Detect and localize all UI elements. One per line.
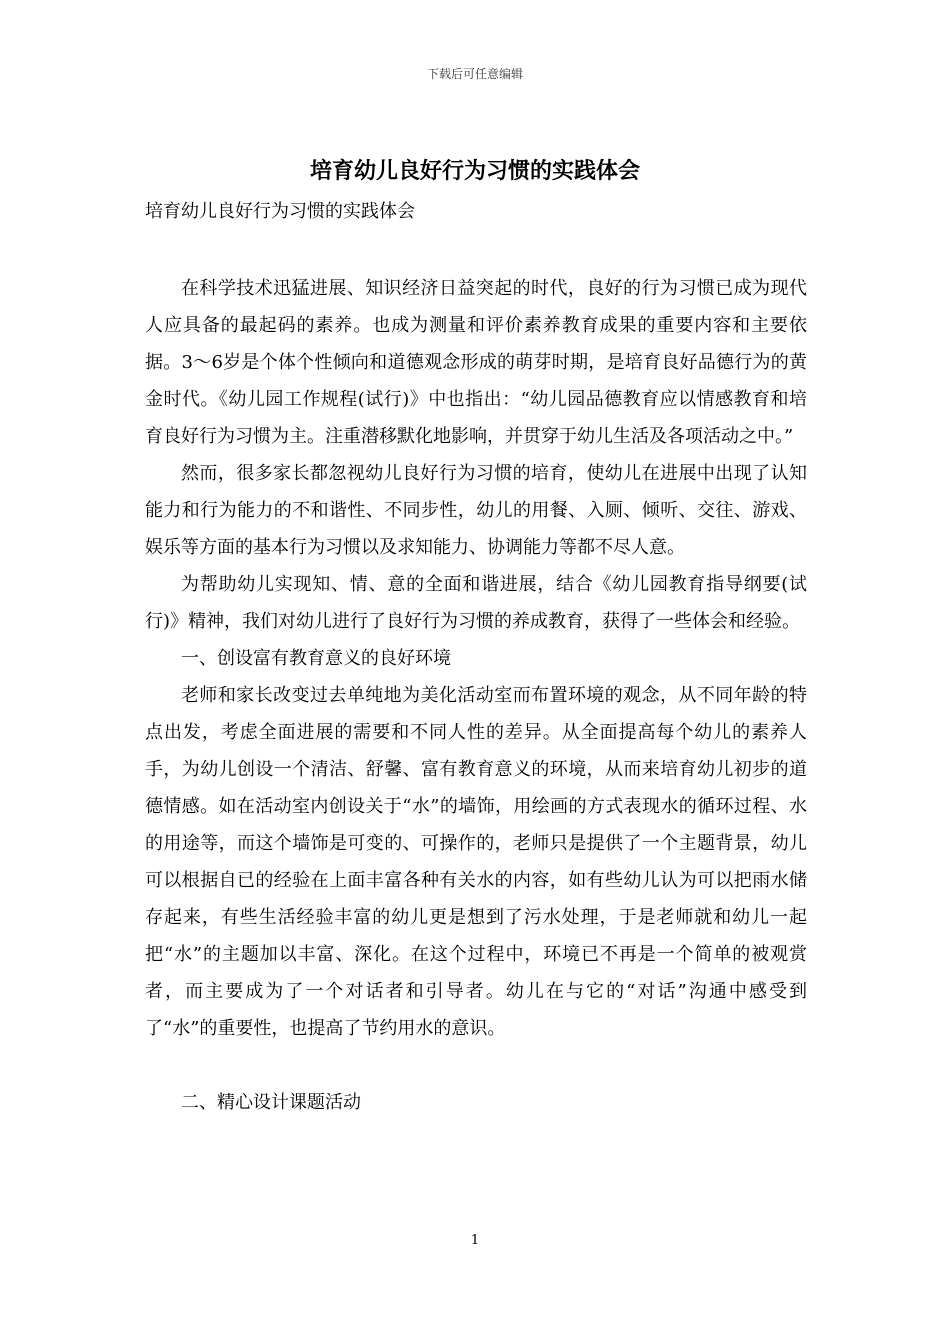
document-title: 培育幼儿良好行为习惯的实践体会 xyxy=(309,158,640,184)
paragraph-problem: 然而，很多家长都忽视幼儿良好行为习惯的培育，使幼儿在进展中出现了认知能力和行为能力的不和谐性、不同步性，幼儿的用餐、入厕、倾听、交往、游戏、娱乐等方面的基本行为习惯以及求知能力、协调能力等都不尽人意。 xyxy=(145,463,807,558)
document-subtitle: 培育幼儿良好行为习惯的实践体会 xyxy=(145,201,415,222)
section-heading-1: 一、创设富有教育意义的良好环境 xyxy=(181,648,451,669)
document-body xyxy=(145,270,807,1121)
paragraph-intro: 在科学技术迅猛进展、知识经济日益突起的时代，良好的行为习惯已成为现代人应具备的最起码的素养。也成为测量和评价素养教育成果的重要内容和主要依据。3～6岁是个体个性倾向和道德观念形成的萌芽时期，是培育良好品德行为的黄金时代。《幼儿园工作规程(试行)》中也指出：“幼儿园品德教育应以情感教育和培育良好行为习惯为主。注重潜移默化地影响，并贯穿于幼儿生活及各项活动之中。” xyxy=(145,278,807,447)
page-number: 1 xyxy=(470,1233,480,1248)
section-heading-2: 二、精心设计课题活动 xyxy=(181,1092,361,1113)
paragraph-environment: 老师和家长改变过去单纯地为美化活动室而布置环境的观念，从不同年龄的特点出发，考虑全面进展的需要和不同人性的差异。从全面提高每个幼儿的素养人手，为幼儿创设一个清洁、舒馨、富有教育意义的环境，从而来培育幼儿初步的道德情感。如在活动室内创设关于“水”的墙饰，用绘画的方式表现水的循环过程、水的用途等，而这个墙饰是可变的、可操作的，老师只是提供了一个主题背景，幼儿可以根据自已的经验在上面丰富各种有关水的内容，如有些幼儿认为可以把雨水储存起来，有些生活经验丰富的幼儿更是想到了污水处理，于是老师就和幼儿一起把“水”的主题加以丰富、深化。在这个过程中，环境已不再是一个简单的被观赏者，而主要成为了一个对话者和引导者。幼儿在与它的“对话”沟通中感受到了“水”的重要性，也提高了节约用水的意识。 xyxy=(145,685,807,1039)
header-note: 下载后可任意编辑 xyxy=(426,67,523,81)
paragraph-purpose: 为帮助幼儿实现知、情、意的全面和谐进展，结合《幼儿园教育指导纲要(试行)》精神，我们对幼儿进行了良好行为习惯的养成教育，获得了一些体会和经验。 xyxy=(145,574,807,632)
